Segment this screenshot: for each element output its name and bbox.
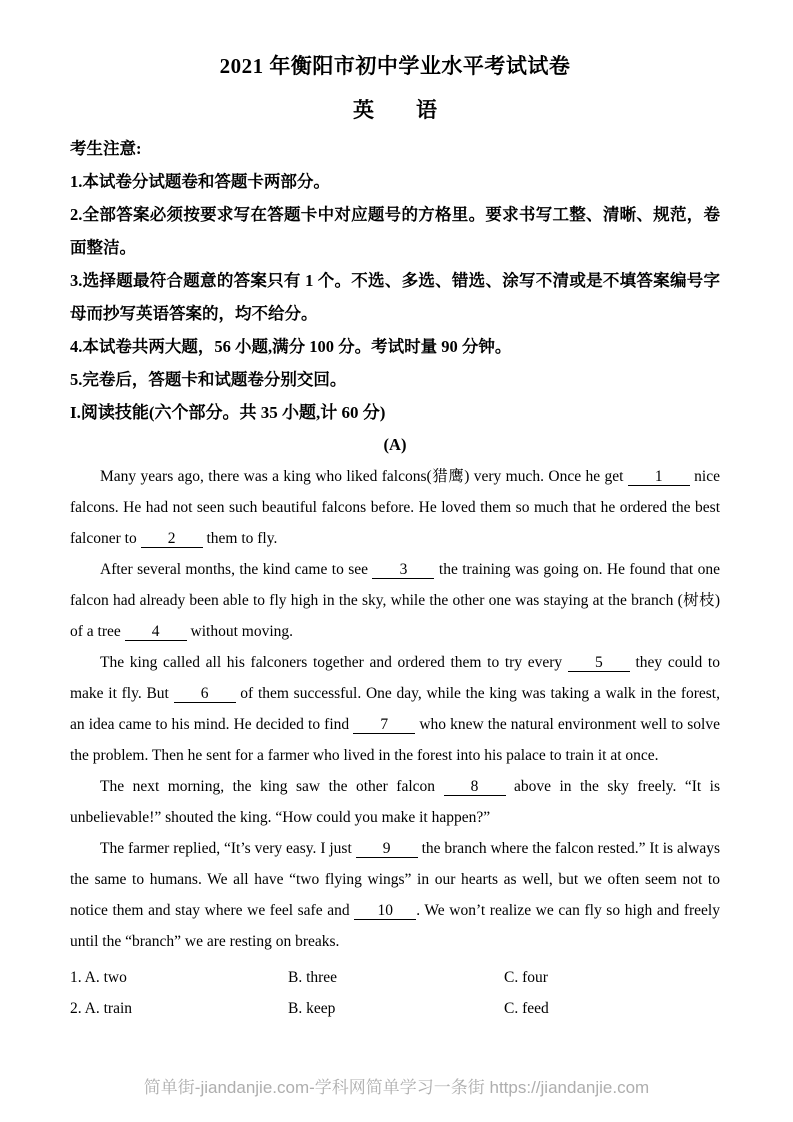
passage-paragraph-1: Many years ago, there was a king who liked falcons(猎鹰) very much. Once he get 1 nice falcons. He had not seen such beautiful falcons before. He loved them so much that he ordered the best falconer to 2 them to fly. (70, 468, 720, 547)
notice-item-2: 2.全部答案必须按要求写在答题卡中对应题号的方格里。要求书写工整、清晰、规范，卷面整洁。 (70, 205, 720, 257)
notice-item-5: 5.完卷后，答题卡和试题卷分别交回。 (70, 370, 347, 389)
question-row-1 (70, 962, 720, 993)
notice-item-4: 4.本试卷共两大题，56 小题,满分 100 分。考试时量 90 分钟。 (70, 337, 512, 356)
cloze-blank-9: 9 (356, 841, 418, 858)
passage-paragraph-3: The king called all his falconers together and ordered them to try every 5 they could to make it fly. But 6 of them successful. One day, while the king was taking a walk in the forest, an idea came to his mind. He decided to find 7 who knew the natural environment well to solve the problem. Then he sent for a farmer who lived in the forest into his palace to train it at once. (70, 654, 720, 764)
notice-heading: 考生注意: (70, 139, 142, 158)
cloze-blank-1: 1 (628, 469, 690, 486)
question-1-option-b: B. three (288, 969, 338, 986)
cloze-passage (70, 461, 720, 957)
cloze-blank-6: 6 (174, 686, 236, 703)
choices-list (70, 962, 720, 1024)
passage-paragraph-2: After several months, the kind came to see 3 the training was going on. He found that one falcon had already been able to fly high in the sky, while the other one was staying at the branch (树枝) of a tree 4 without moving. (70, 561, 720, 640)
cloze-blank-3: 3 (372, 562, 434, 579)
question-1-option-c: C. four (504, 969, 548, 986)
part-label: (A) (383, 435, 407, 454)
question-row-2 (70, 993, 720, 1024)
notice-section (70, 132, 720, 396)
question-2-option-b: B. keep (288, 1000, 336, 1017)
question-2-number: 2. (70, 1000, 82, 1017)
subject-title: 英 语 (353, 98, 437, 122)
cloze-blank-4: 4 (125, 624, 187, 641)
passage-paragraph-5: The farmer replied, “It’s very easy. I just 9 the branch where the falcon rested.” It is always the same to humans. We all have “two flying wings” in our hearts as well, but we often seem not to notice them and stay where we feel safe and 10 . We won’t realize we can fly so high and freely until the “branch” we are resting on breaks. (70, 840, 720, 950)
cloze-blank-8: 8 (444, 779, 506, 796)
section-heading: I.阅读技能(六个部分。共 35 小题,计 60 分) (70, 403, 386, 422)
notice-item-3: 3.选择题最符合题意的答案只有 1 个。不选、多选、错选、涂写不清或是不填答案编号字母而抄写英语答案的，均不给分。 (70, 271, 720, 323)
watermark: 简单街-jiandanjie.com-学科网简单学习一条街 https://jiandanjie.com (143, 1078, 650, 1097)
question-1-number: 1. (70, 969, 82, 986)
cloze-blank-2: 2 (141, 531, 203, 548)
question-2-option-a-text: A. train (84, 1000, 133, 1017)
question-1-option-a (70, 962, 288, 993)
notice-item-1: 1.本试卷分试题卷和答题卡两部分。 (70, 172, 330, 191)
page-title: 2021 年衡阳市初中学业水平考试试卷 (219, 54, 571, 78)
question-1-option-a-text: A. two (84, 969, 127, 986)
cloze-blank-7: 7 (353, 717, 415, 734)
cloze-blank-5: 5 (568, 655, 630, 672)
question-2-option-a (70, 993, 288, 1024)
question-2-option-c: C. feed (504, 1000, 549, 1017)
cloze-blank-10: 10 (354, 903, 416, 920)
passage-paragraph-4: The next morning, the king saw the other falcon 8 above in the sky freely. “It is unbelievable!” shouted the king. “How could you make it happen?” (70, 778, 720, 826)
